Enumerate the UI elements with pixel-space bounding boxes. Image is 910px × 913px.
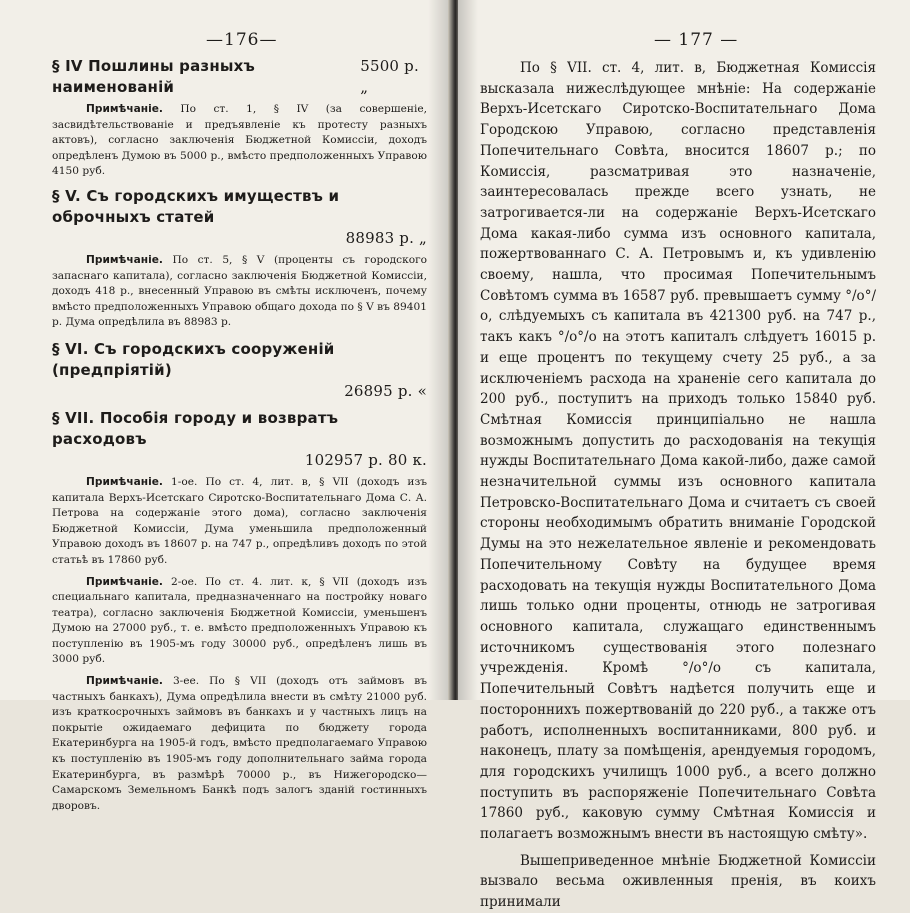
section-iv-title: § IV Пошлины разныхъ наименованій: [52, 57, 256, 96]
note-3: [52, 475, 427, 569]
page-number-right: — 177 —: [654, 30, 739, 50]
section-v-title: § V. Съ городскихъ имуществъ и оброчныхъ статей: [52, 186, 340, 226]
note-5-label: Примѣчаніе.: [86, 675, 163, 688]
section-vii-amount: 102957 р. 80 к.: [304, 450, 427, 469]
note-3-label: Примѣчаніе.: [86, 475, 163, 488]
right-paragraph-1: По § VII. ст. 4, лит. в, Бюджетная Комиссія высказала нижеслѣдующее мнѣніе: На содержаніе Верхъ-Исетскаго Сиротско-Воспитательнаго Дома Городскою Управою, согласно представленія Попечительнаго Совѣта, вносится 18607 р.; по Комиссія, разсматривая это назначеніе, заинтересовалась прежде всего узнать, не затрогивается-ли на содержаніе Верхъ-Исетскаго Дома какая-либо сумма изъ основного капитала, пожертвованнаго С. А. Петровымъ и, къ удивленію своему, нашла, что просимая Попечительнымъ Совѣтомъ сумма въ 16587 руб. превышаетъ сумму °/о°/о, слѣдуемыхъ съ капитала въ 421300 руб. на 747 р., такъ какъ °/о°/о на этотъ капиталъ слѣдуетъ 16015 р. и еще процентъ по текущему счету 25 руб., а за исключеніемъ расхода на храненіе сего капитала до 200 руб., поступитъ на приходъ только 15840 руб. Смѣтная Комиссія принципіально не нашла возможнымъ допустить до расходованія на текущія нужды Воспитательнаго Дома какой-либо, даже самой незначительной суммы изъ основного капитала Петровско-Воспитательнаго Дома и считаетъ съ своей стороны необходимымъ обратить вниманіе Городской Думы на это нежелательное явленіе и рекомендовать Попечительному Совѣту на будущее время расходовать на текущія нужды Воспитательного Дома лишь только одни проценты, отнюдь не затрогивая основного капитала, служащаго единственнымъ источникомъ существованія этого полезнаго учрежденія. Кромѣ °/о°/о съ капитала, Попечительный Совѣтъ надѣется получить еще и постороннихъ пожертвованій до 220 руб., а также отъ работъ, исполненныхъ воспитанниками, 800 руб. и наконецъ, плату за помѣщенія, арендуемыя городомъ, для городскихъ училищъ 1000 руб., а всего должно поступить въ распоряженіе Попечительнаго Совѣта 17860 руб., каковую сумму Смѣтная Комиссія и полагаетъ возможнымъ внести въ настоящую смѣту».: [480, 60, 876, 843]
note-5: [52, 674, 427, 814]
note-1-label: Примѣчаніе.: [86, 103, 163, 115]
right-column: [480, 58, 876, 913]
note-3-text: 1-ое. По ст. 4, лит. в, § VII (доходъ изъ капитала Верхъ-Исетскаго Сиротско-Воспитательнаго Дома С. А. Петрова на содержаніе этого дома), согласно заключенія Бюджетной Комиссіи, Дума уменьшила предположенный Управою доходъ въ 18607 р. на 747 р., опредѣливъ доходъ по этой статьѣ въ 17860 руб.: [52, 475, 428, 566]
note-2-label: Примѣчаніе.: [86, 253, 163, 266]
section-iv-amount: 5500 р. „: [360, 57, 419, 96]
left-page: [0, 0, 452, 812]
section-vii-heading: [52, 408, 427, 471]
right-page-shadow: [458, 0, 478, 700]
section-iv-heading: [52, 56, 427, 98]
section-v-amount: 88983 р. „: [345, 228, 427, 247]
note-4: [52, 575, 427, 669]
note-4-label: Примѣчаніе.: [86, 575, 163, 588]
section-vii-title: § VII. Пособія городу и возвратъ расходовъ: [52, 408, 339, 448]
left-column: [52, 56, 427, 820]
page-number-left: —176—: [206, 30, 278, 50]
note-1-text: По ст. 1, § IV (за совершеніе, засвидѣтельствованіе и предъявленіе къ протесту разныхъ актовъ), согласно заключенія Бюджетной Комиссіи, доходъ опредѣленъ Думою въ 5000 р., вмѣсто предположенныхъ Управою 4150 руб.: [52, 103, 428, 178]
note-4-text: 2-ое. По ст. 4. лит. к, § VII (доходъ изъ специальнаго капитала, предназначеннаго на постройку новаго театра), согласно заключенія Бюджетной Комиссіи, уменьшенъ Думою на 27000 руб., т. е. вмѣсто предположенныхъ Управою къ поступленію въ 1905-мъ году 30000 руб., опредѣленъ лишь въ 3000 руб.: [52, 575, 427, 666]
section-vi-heading: [52, 339, 427, 402]
note-2-text: По ст. 5, § V (проценты съ городского запаснаго капитала), согласно заключенія Бюджетной Комиссіи, доходъ 418 р., внесенный Управою въ смѣты исключенъ, почему вмѣсто предположенныхъ Управою общаго дохода по § V въ 89401 р. Дума опредѣлила въ 88983 р.: [52, 253, 427, 329]
right-paragraph-2: Вышеприведенное мнѣніе Бюджетной Комиссіи вызвало весьма оживленныя пренія, въ коихъ принимали: [480, 852, 876, 911]
section-vi-title: § VI. Съ городскихъ сооруженій (предпріятій): [52, 339, 335, 379]
section-v-heading: [52, 186, 427, 249]
note-1: [52, 102, 427, 180]
right-page: [458, 0, 910, 911]
note-5-text: 3-ее. По § VII (доходъ отъ займовъ въ частныхъ банкахъ), Дума опредѣлила внести въ смѣту 21000 руб. изъ краткосрочныхъ займовъ въ банкахъ и у частныхъ лицъ на покрытіе ожидаемаго дефицита по бюджету города Екатеринбурга на 1905-й годъ, вмѣсто предполагаемаго Управою къ поступленію въ 1905-мъ году дополнительнаго займа города Екатеринбурга, въ размѣрѣ 70000 р., въ Нижегородско—Самарскомъ Земельномъ Банкѣ подъ залогъ зданій гостинныхъ дворовъ.: [52, 675, 427, 812]
section-vi-amount: 26895 р. «: [344, 381, 427, 400]
note-2: [52, 253, 427, 331]
